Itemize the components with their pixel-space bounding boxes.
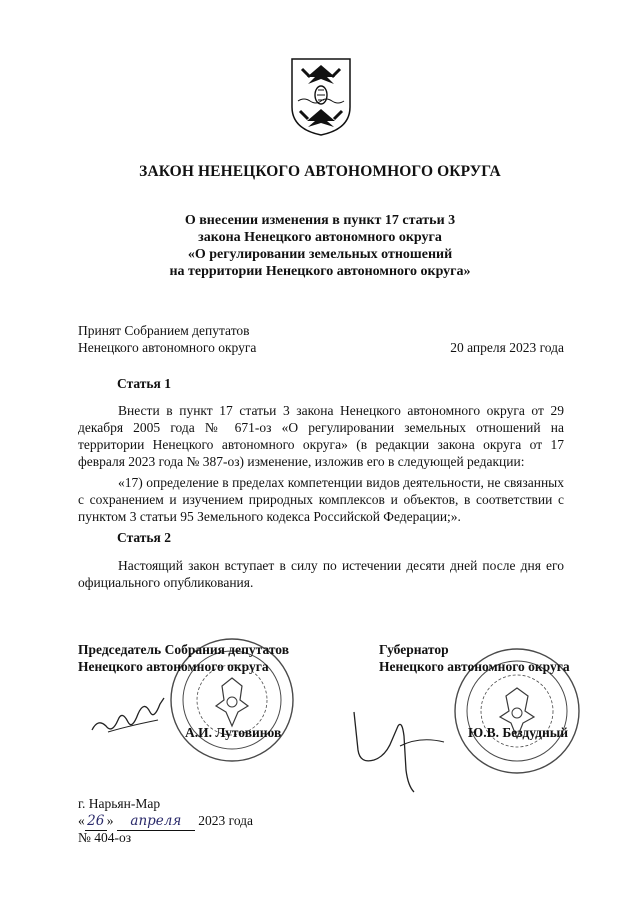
law-number: № 404-оз <box>78 830 132 845</box>
right-signatory-name: Ю.В. Бездудный <box>468 725 569 740</box>
subtitle-line: «О регулировании земельных отношений <box>187 247 453 262</box>
article-1-paragraph-1: Внести в пункт 17 статьи 3 закона Ненецкого автономного округа от 29 декабря 2005 года № 671-оз «О регулировании земельных отношений на территории Ненецкого автономного округа» (в редакции закона округа от 17 февраля 2023 года № 387-оз) изменение, изложив его в следующей редакции: <box>78 403 564 469</box>
handwritten-day: 26 <box>85 813 107 831</box>
handwritten-month: апреля <box>117 813 195 831</box>
subtitle-line: закона Ненецкого автономного округа <box>198 230 442 245</box>
adoption-line: Ненецкого автономного округа <box>78 340 257 355</box>
signatory-position: Председатель Собрания депутатов <box>78 642 290 657</box>
article-1-heading: Статья 1 <box>117 376 171 391</box>
adoption-line: Принят Собранием депутатов <box>78 323 250 338</box>
article-2-heading: Статья 2 <box>117 530 171 545</box>
document-subtitle <box>0 212 640 280</box>
document-title: ЗАКОН НЕНЕЦКОГО АВТОНОМНОГО ОКРУГА <box>139 163 501 180</box>
place-of-signing: г. Нарьян-Мар <box>78 796 161 811</box>
adoption-block <box>78 322 256 356</box>
subtitle-line: О внесении изменения в пункт 17 статьи 3 <box>184 213 456 228</box>
adoption-date: 20 апреля 2023 года <box>450 340 564 355</box>
left-signatory-title <box>78 641 289 675</box>
signatory-position: Губернатор <box>379 642 449 657</box>
date-quote-close: » <box>106 813 114 828</box>
signatory-position: Ненецкого автономного округа <box>78 659 269 674</box>
date-quote-open: « <box>78 813 85 828</box>
subtitle-line: на территории Ненецкого автономного округа» <box>169 264 471 279</box>
governor-signature-icon <box>340 706 448 798</box>
right-signatory-title <box>379 641 570 675</box>
chairman-signature-icon <box>88 690 168 742</box>
coat-of-arms-emblem <box>290 57 352 137</box>
signing-year: 2023 года <box>198 813 254 828</box>
article-2-paragraph: Настоящий закон вступает в силу по истечении десяти дней после дня его официального опубликования. <box>78 558 564 590</box>
signatory-position: Ненецкого автономного округа <box>379 659 570 674</box>
article-1-paragraph-2: «17) определение в пределах компетенции видов деятельности, не связанных с сохранением и изучением природных комплексов и объектов, в соответствии с пунктом 3 статьи 95 Земельного кодекса Российской Федерации;». <box>78 475 564 524</box>
left-signatory-name: А.И. Лутовинов <box>185 725 282 740</box>
